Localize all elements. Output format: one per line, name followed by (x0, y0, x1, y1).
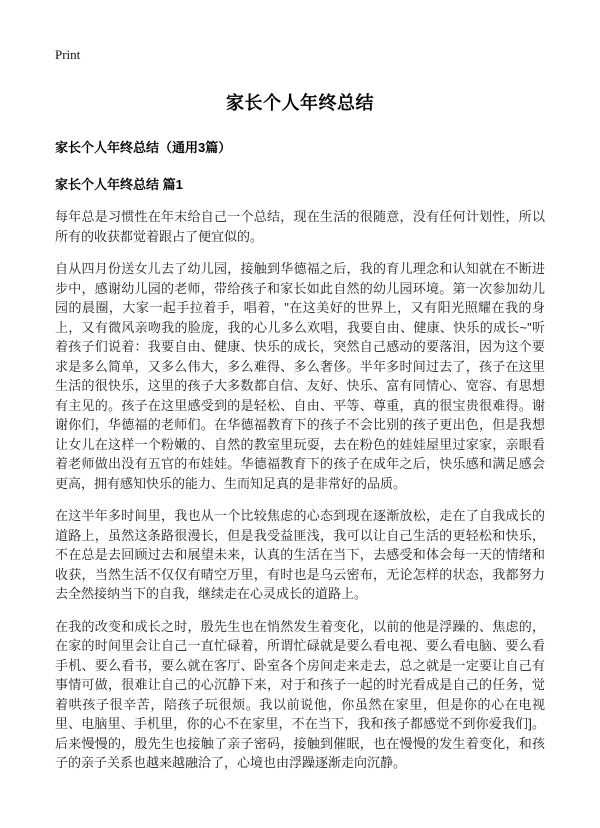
page-title: 家长个人年终总结 (226, 93, 374, 113)
print-button[interactable]: Print (55, 47, 81, 62)
paragraph-2: 自从四月份送女儿去了幼儿园，接触到华德福之后，我的育儿理念和认知就在不断进步中，感谢幼儿园的老师，带给孩子和家长如此自然的幼儿园环境。第一次参加幼儿园的晨圈，大家一起手拉着手，唱着，"在这美好的世界上，又有阳光照耀在我的身上，又有微风亲吻我的脸庞，我的心儿多么欢唱，我要自由、健康、快乐的成长~"听着孩子们说着：我要自由、健康、快乐的成长，突然自己感动的要落泪，因为这个要求是多么简单，又多么伟大，多么难得、多么奢侈。半年多时间过去了，孩子在这里生活的很快乐，这里的孩子大多数都自信、友好、快乐、富有同情心、宽容、有思想有主见的。孩子在这里感受到的是轻松、自由、平等、尊重，真的很宝贵很难得。谢谢你们，华德福的老师们。在华德福教育下的孩子不会比别的孩子更出色，但是我想让女儿在这样一个粉嫩的、自然的教室里玩耍，去在粉色的娃娃屋里过家家，亲眼看着老师做出没有五官的布娃娃。华德福教育下的孩子在成年之后，快乐感和满足感会更高，拥有感知快乐的能力、生而知足真的是非常好的品质。 (55, 261, 545, 491)
document-subtitle: 家长个人年终总结（通用3篇） (55, 140, 232, 155)
paragraph-3: 在这半年多时间里，我也从一个比较焦虑的心态到现在逐渐放松，走在了自我成长的道路上，虽然这条路很漫长，但是我受益匪浅，我可以让自己生活的更轻松和快乐，不在总是去回顾过去和展望未来，认真的生活在当下，去感受和体会每一天的情绪和收获，当然生活不仅仅有晴空万里，有时也是乌云密布，无论怎样的状态，我都努力去全然接纳当下的自我，继续走在心灵成长的道路上。 (55, 508, 545, 601)
section-heading-part1: 家长个人年终总结 篇1 (55, 177, 183, 192)
paragraph-1: 每年总是习惯性在年末给自己一个总结，现在生活的很随意，没有任何计划性，所以所有的收获都觉着跟占了便宜似的。 (55, 209, 545, 244)
paragraph-4: 在我的改变和成长之时，殷先生也在悄然发生着变化，以前的他是浮躁的、焦虑的，在家的时间里会让自己一直忙碌着，所谓忙碌就是要么看电视、要么看电脑、要么看手机、要么看书，要么就在客厅、卧室各个房间走来走去，总之就是一定要让自己有事情可做，很难让自己的心沉静下来，对于和孩子一起的时光看成是自己的任务，觉着哄孩子很辛苦，陪孩子玩很烦。我以前说他，你虽然在家里，但是你的心在电视里、电脑里、手机里，你的心不在家里，不在当下，我和孩子都感觉不到你爱我们]。后来慢慢的，殷先生也接触了亲子密码，接触到催眠，也在慢慢的发生着变化，和孩子的亲子关系也越来越融洽了，心境也由浮躁逐渐走向沉静。 (55, 618, 545, 770)
